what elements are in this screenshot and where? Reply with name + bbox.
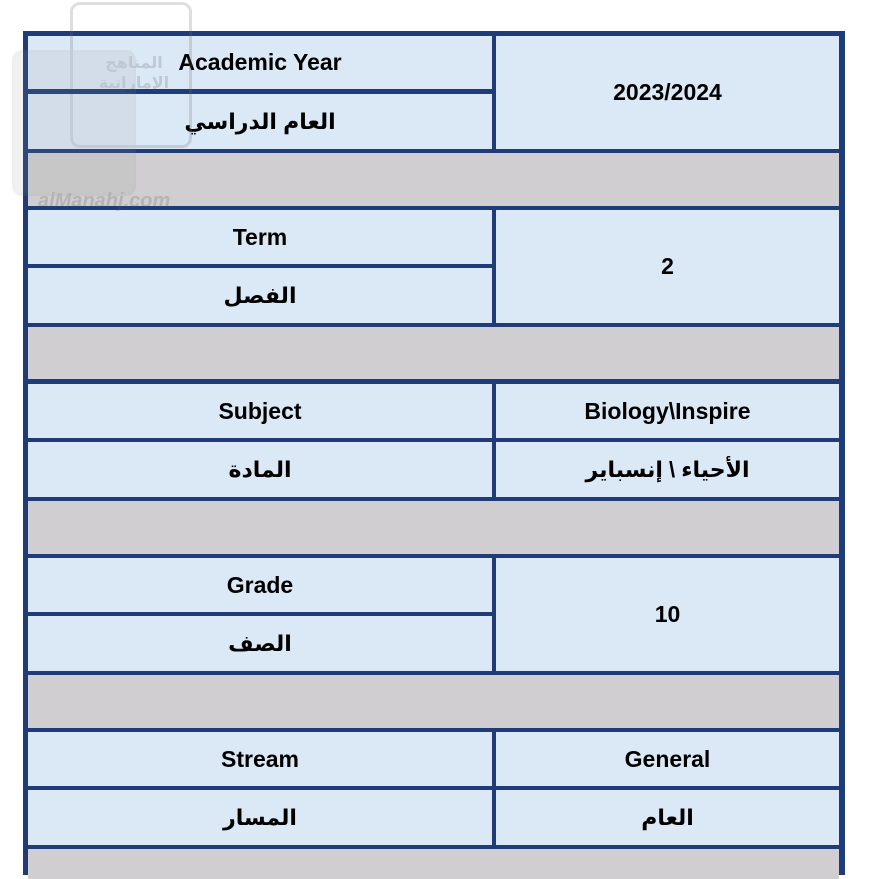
watermark-brand-en: alManahj.com <box>38 190 171 212</box>
row-spacer-4 <box>28 675 839 728</box>
grade-label-en: Grade <box>28 558 492 612</box>
info-table <box>23 31 845 875</box>
grade-value: 10 <box>496 558 839 671</box>
watermark-brand-ar: المناهج الإماراتية <box>98 55 170 92</box>
row-spacer-1 <box>28 153 839 206</box>
stream-value-en: General <box>496 732 839 786</box>
academic-year-label-ar: العام الدراسي <box>28 94 492 149</box>
term-label-en: Term <box>28 210 492 264</box>
subject-label-en: Subject <box>28 384 492 438</box>
academic-year-value: 2023/2024 <box>496 36 839 149</box>
subject-value-en: Biology\Inspire <box>496 384 839 438</box>
stream-value-ar: العام <box>496 790 839 845</box>
row-spacer-3 <box>28 501 839 554</box>
subject-value-ar: الأحياء \ إنسباير <box>496 442 839 497</box>
term-label-ar: الفصل <box>28 268 492 323</box>
stream-label-en: Stream <box>28 732 492 786</box>
term-value: 2 <box>496 210 839 323</box>
stream-label-ar: المسار <box>28 790 492 845</box>
grade-label-ar: الصف <box>28 616 492 671</box>
row-spacer-2 <box>28 327 839 379</box>
subject-label-ar: المادة <box>28 442 492 497</box>
academic-year-label-en: Academic Year <box>28 36 492 89</box>
